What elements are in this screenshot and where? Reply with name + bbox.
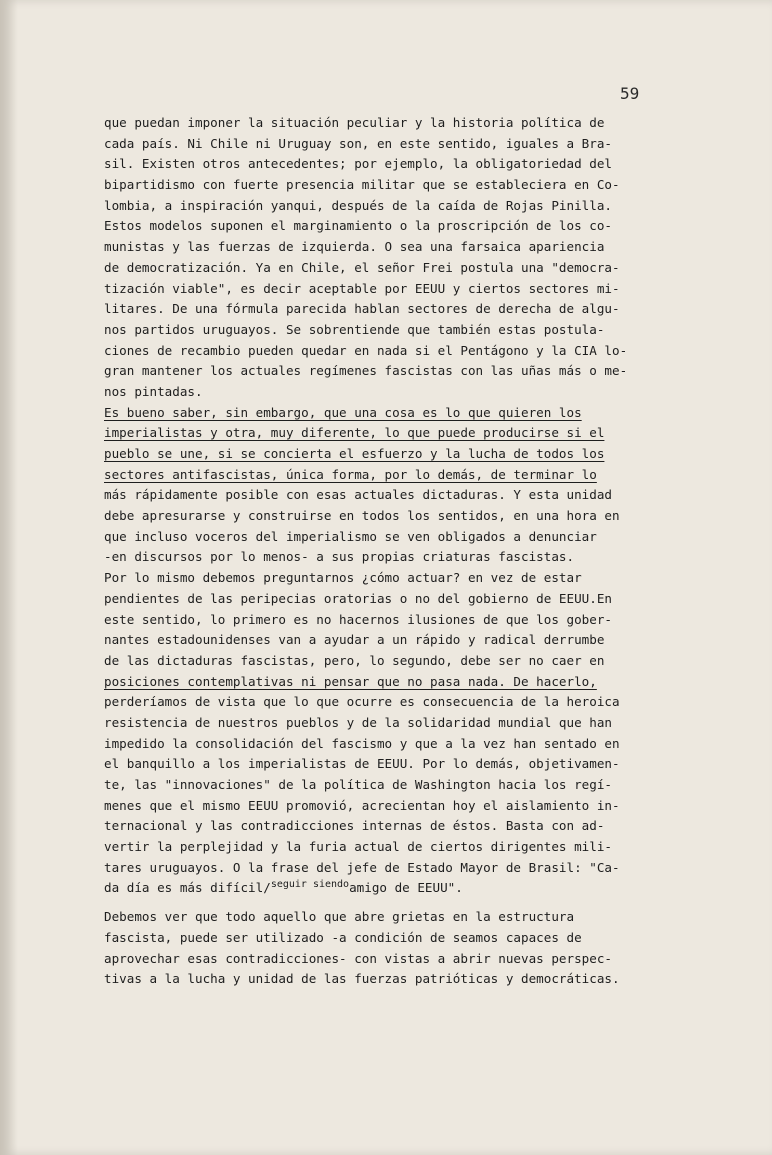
paragraph-gap <box>104 899 704 907</box>
text-line-with-insertion: da día es más difícil/$^{seguir siendo}$amigo de EEUU". <box>104 879 463 896</box>
text-line: sil. Existen otros antecedentes; por ejemplo, la obligatoriedad del <box>104 156 612 172</box>
text-line: este sentido, lo primero es no hacernos ilusiones de que los gober- <box>104 611 612 627</box>
text-line: tares uruguayos. O la frase del jefe de Estado Mayor de Brasil: "Ca- <box>104 859 620 875</box>
text-line: tización viable", es decir aceptable por EEUU y ciertos sectores mi- <box>104 280 620 296</box>
text-line: te, las "innovaciones" de la política de Washington hacia los regí- <box>104 777 612 792</box>
text-line: de las dictaduras fascistas, pero, lo segundo, debe ser no caer en <box>104 652 605 668</box>
text-line: lombia, a inspiración yanqui, después de la caída de Rojas Pinilla. <box>104 197 612 213</box>
text-line: bipartidismo con fuerte presencia militar que se estableciera en Co- <box>104 177 620 193</box>
text-line: aprovechar esas contradicciones- con vistas a abrir nuevas perspec- <box>104 950 612 966</box>
text-line: vertir la perplejidad y la furia actual de ciertos dirigentes mili- <box>104 839 612 855</box>
text-line: perderíamos de vista que lo que ocurre es consecuencia de la heroica <box>104 694 620 710</box>
text-line: más rápidamente posible con esas actuales dictaduras. Y esta unidad <box>104 487 612 503</box>
text-line: pendientes de las peripecias oratorias o no del gobierno de EEUU.En <box>104 590 612 606</box>
text-line: nos partidos uruguayos. Se sobrentiende que también estas postula- <box>104 321 605 337</box>
text-line: cada país. Ni Chile ni Uruguay son, en este sentido, iguales a Bra- <box>104 135 612 151</box>
text-line-underlined: sectores antifascistas, única forma, por lo demás, de terminar lo <box>104 466 597 482</box>
text-line: debe apresurarse y construirse en todos los sentidos, en una hora en <box>104 508 620 524</box>
text-line-underlined: Es bueno saber, sin embargo, que una cosa es lo que quieren los <box>104 404 582 420</box>
text-line: que puedan imponer la situación peculiar y la historia política de <box>104 115 605 130</box>
text-line: tivas a la lucha y unidad de las fuerzas patrióticas y democráticas. <box>104 971 620 987</box>
page-number: 59 <box>620 84 640 103</box>
body-text <box>104 113 704 990</box>
text-line: Estos modelos suponen el marginamiento o la proscripción de los co- <box>104 218 612 234</box>
text-line: nos pintadas. <box>104 383 203 399</box>
text-line: nantes estadounidenses van a ayudar a un rápido y radical derrumbe <box>104 632 605 648</box>
text-line: Por lo mismo debemos preguntarnos ¿cómo actuar? en vez de estar <box>104 570 582 586</box>
text-line: litares. De una fórmula parecida hablan sectores de derecha de algu- <box>104 301 620 317</box>
text-line: que incluso voceros del imperialismo se ven obligados a denunciar <box>104 528 597 544</box>
text-line-underlined: pueblo se une, si se concierta el esfuerzo y la lucha de todos los <box>104 446 605 461</box>
text-line: -en discursos por lo menos- a sus propias criaturas fascistas. <box>104 549 575 565</box>
text-line: resistencia de nuestros pueblos y de la solidaridad mundial que han <box>104 714 612 730</box>
text-line: gran mantener los actuales regímenes fascistas con las uñas más o me- <box>104 363 628 379</box>
text-line: munistas y las fuerzas de izquierda. O sea una farsaica apariencia <box>104 239 605 255</box>
text-line: Debemos ver que todo aquello que abre grietas en la estructura <box>104 909 575 925</box>
text-line-underlined: imperialistas y otra, muy diferente, lo que puede producirse si el <box>104 425 605 441</box>
text-line: ciones de recambio pueden quedar en nada si el Pentágono y la CIA lo- <box>104 342 628 358</box>
handwritten-insertion: seguir siendo <box>270 879 350 891</box>
text-line: impedido la consolidación del fascismo y que a la vez han sentado en <box>104 735 620 751</box>
text-line-underlined: posiciones contemplativas ni pensar que no pasa nada. De hacerlo, <box>104 673 597 689</box>
text-line: de democratización. Ya en Chile, el señor Frei postula una "democra- <box>104 259 620 275</box>
text-line: menes que el mismo EEUU promovió, acrecientan hoy el aislamiento in- <box>104 797 620 813</box>
text-line: el banquillo a los imperialistas de EEUU. Por lo demás, objetivamen- <box>104 756 620 772</box>
text-line: fascista, puede ser utilizado -a condición de seamos capaces de <box>104 929 582 945</box>
text-line: ternacional y las contradicciones internas de éstos. Basta con ad- <box>104 818 605 834</box>
